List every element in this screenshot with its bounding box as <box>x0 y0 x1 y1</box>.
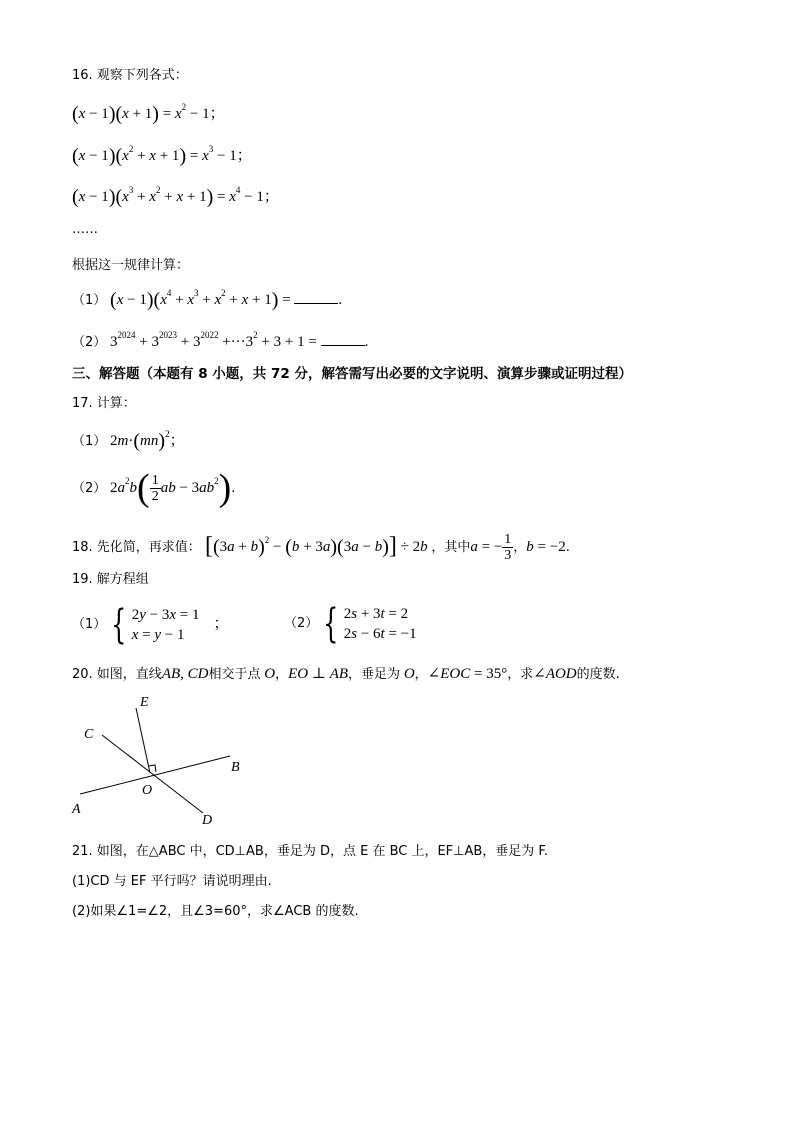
q16-p1-end: . <box>338 292 343 308</box>
q16-part-1: （1） $(x - 1)(x^4 + x^3 + x^2 + x + 1)$ = . <box>72 288 343 311</box>
q17-p1-end: ； <box>169 431 185 449</box>
q16-eq1-end: ； <box>209 104 225 122</box>
q21-line-1: 21. 如图，在△ABC 中，CD⊥AB，垂足为 D，点 E 在 BC 上，EF⊥AB，垂足为 F. <box>72 844 548 859</box>
q16-p2-label: （2） <box>72 335 107 350</box>
q16-eq3-end: ； <box>263 187 279 205</box>
q21-line-2: (1)CD 与 EF 平行吗？请说明理由. <box>72 874 272 889</box>
q16-equation-3: $(x - 1)(x^3 + x^2 + x + 1) = x^4 - 1$； <box>72 185 279 208</box>
q16-equation-1: $(x - 1)(x + 1) = x^2 - 1$； <box>72 102 225 125</box>
q18-mid: ，其中 <box>431 539 471 555</box>
q19-p2-label: （2） <box>284 616 319 631</box>
q18-prefix: 18. 先化简，再求值： <box>72 539 201 555</box>
q16-p1-label: （1） <box>72 293 107 308</box>
label-a: A <box>72 802 81 817</box>
q17-header: 17. 计算： <box>72 396 136 411</box>
q19-part-1: （1） { 2y − 3x = 1 x = y − 1 ； <box>72 601 229 648</box>
q16-p2-end: . <box>364 334 369 350</box>
q20-figure <box>60 690 260 830</box>
q21-line-3: (2)如果∠1=∠2，且∠3=60°，求∠ACB 的度数. <box>72 904 359 919</box>
q17-part-2: （2） $2a^2b$( $\frac{1}{2}$ ab − $3ab^2$). <box>72 467 236 509</box>
q17-part-1: （1） 2m·(mn)$^2$； <box>72 429 185 452</box>
q16-header: 16. 观察下列各式： <box>72 68 188 83</box>
q17-p1-label: （1） <box>72 434 107 449</box>
q20-text-c: ， <box>275 667 289 682</box>
q17-p2-end: . <box>231 480 236 496</box>
q19-part-2: （2） { 2s + 3t = 2 2s − 6t = −1 <box>284 600 417 647</box>
label-o: O <box>142 783 153 798</box>
section-3-title: 三、解答题（本题有 8 小题，共 72 分，解答需写出必要的文字说明、演算步骤或证明过程） <box>72 366 632 382</box>
q20-text-b: 相交于点 <box>208 667 261 682</box>
q16-equation-2: $(x - 1)(x^2 + x + 1) = x^3 - 1$； <box>72 144 252 167</box>
q19-p1-label: （1） <box>72 617 107 632</box>
q19-p1-end: ； <box>213 614 229 632</box>
q20-text-e: ， <box>414 667 428 682</box>
q18: 18. 先化简，再求值： $[(3a + b)^2 - (b + 3a)(3a - b)] \div 2b$ ，其中a = − $\frac{1}{3}$ ，b = −2. <box>72 532 570 563</box>
q20-text-d: ，垂足为 <box>348 667 401 682</box>
q16-ellipsis: …… <box>72 222 98 237</box>
q20-text-a: 20. 如图，直线 <box>72 667 162 682</box>
line-cd <box>102 735 203 813</box>
label-b: B <box>231 760 240 775</box>
answer-blank <box>321 333 365 346</box>
q16-eq2-end: ； <box>236 146 252 164</box>
label-d: D <box>202 813 213 828</box>
q17-p2-label: （2） <box>72 481 107 496</box>
label-e: E <box>140 695 149 710</box>
q16-instruction: 根据这一规律计算： <box>72 258 190 273</box>
q20-text: 20. 如图，直线AB, CD相交于点 O，EO ⊥ AB，垂足为 O，∠EOC = 35°，求∠AOD的度数. <box>72 666 620 682</box>
line-ab <box>80 756 230 794</box>
q18-sep: ， <box>513 539 527 555</box>
q19-header: 19. 解方程组 <box>72 572 149 587</box>
q20-text-f: ，求 <box>507 667 534 682</box>
label-c: C <box>84 727 94 742</box>
q18-end: . <box>565 539 570 555</box>
answer-blank <box>294 291 338 304</box>
q20-text-g: 的度数. <box>576 667 620 682</box>
q16-part-2: （2） $3^{2024} + 3^{2023} + 3^{2022} +\cdot\cdot\cdot 3^2 + 3 + 1$ = . <box>72 330 369 350</box>
